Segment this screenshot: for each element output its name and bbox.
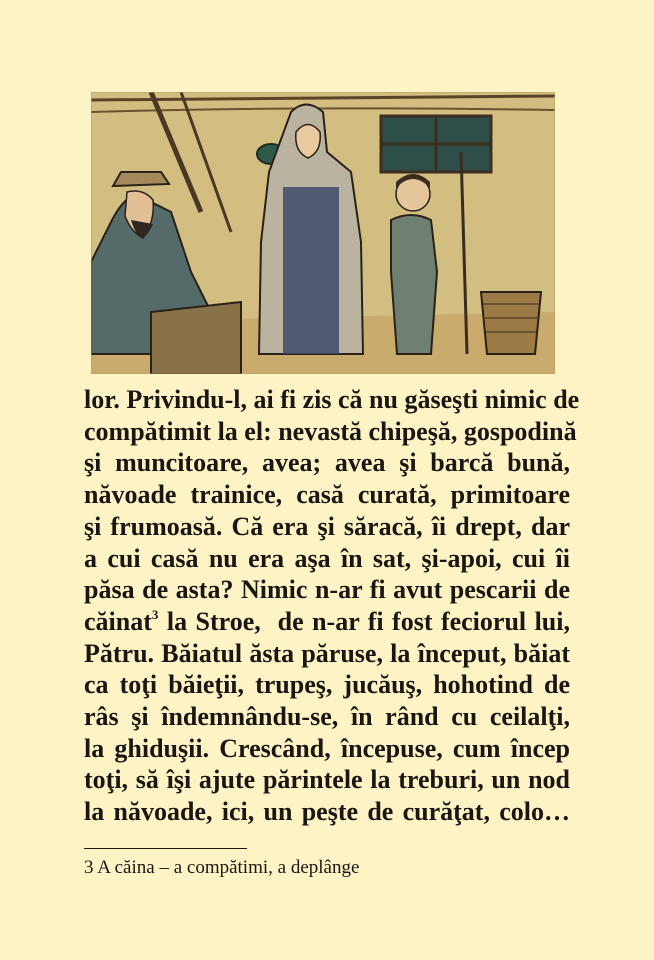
text-fragment: căinat: [84, 606, 152, 636]
text-fragment: la Stroe, de n-ar fi fost feciorul lui,: [158, 606, 570, 636]
text-line-with-footnote: [84, 606, 570, 638]
text-line: toţi, să îşi ajute părintele la treburi, un nod: [84, 765, 570, 795]
text-line: ca toţi băieţii, trupeş, jucăuş, hohotind de: [84, 670, 570, 700]
footnote: 3 A căina – a compătimi, a deplânge: [84, 857, 360, 878]
footnote-separator: [84, 848, 247, 849]
illustration-drawing: [91, 92, 555, 374]
illustration-fisherman-family: [91, 92, 555, 374]
text-line: lor. Privindu-l, ai fi zis că nu găseşti nimic de: [84, 385, 580, 414]
text-line: a cui casă nu era aşa în sat, şi-apoi, cui îi: [84, 543, 570, 573]
text-line: năvoade trainice, casă curată, primitoare: [84, 480, 570, 510]
text-line: râs şi îndemnându-se, în rând cu ceilalţi,: [84, 702, 570, 732]
text-line: şi muncitoare, avea; avea şi barcă bună,: [84, 448, 570, 478]
text-line: şi frumoasă. Că era şi săracă, îi drept, dar: [84, 511, 570, 541]
text-line: compătimit la el: nevastă chipeşă, gospodină: [84, 416, 577, 446]
text-line: la năvoade, ici, un peşte de curăţat, colo…: [84, 797, 570, 827]
text-line: păsa de asta? Nimic n-ar fi avut pescarii de: [84, 575, 570, 605]
body-paragraph: [84, 384, 580, 828]
footnote-reference[interactable]: 3: [151, 606, 159, 622]
text-line: la ghiduşii. Crescând, începuse, cum încep: [84, 733, 570, 763]
text-line: Pătru. Băiatul ăsta păruse, la început, băiat: [84, 638, 570, 668]
